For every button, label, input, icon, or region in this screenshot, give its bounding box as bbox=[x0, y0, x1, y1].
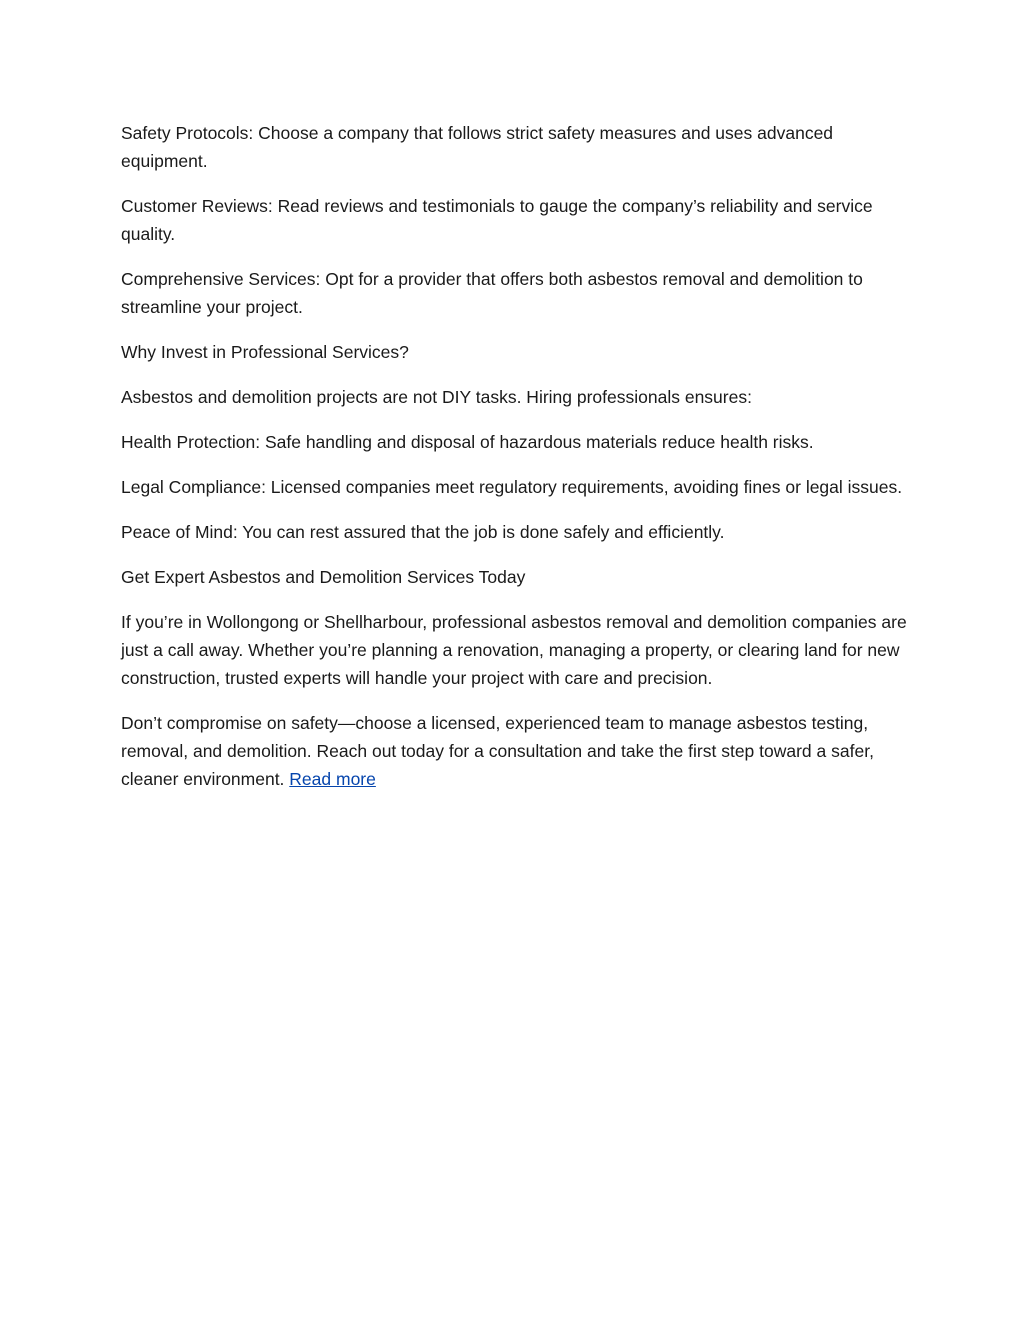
read-more-link[interactable]: Read more bbox=[289, 769, 376, 789]
paragraph-safety-protocols: Safety Protocols: Choose a company that follows strict safety measures and uses advanced equipment. bbox=[121, 123, 834, 171]
paragraph-hiring-professionals: Asbestos and demolition projects are not DIY tasks. Hiring professionals ensures: bbox=[121, 387, 752, 407]
paragraph-legal-compliance: Legal Compliance: Licensed companies meet regulatory requirements, avoiding fines or legal issues. bbox=[121, 477, 903, 497]
paragraph-closing bbox=[121, 709, 921, 793]
section-heading-why-invest: Why Invest in Professional Services? bbox=[121, 342, 409, 362]
paragraph-comprehensive-services: Comprehensive Services: Opt for a provider that offers both asbestos removal and demolition to streamline your project. bbox=[121, 269, 863, 317]
paragraph-wollongong-shellharbour: If you’re in Wollongong or Shellharbour, professional asbestos removal and demolition companies are just a call away. Whether you’re planning a renovation, managing a property, or clearing land for new construction, trusted experts will handle your project with care and precision. bbox=[121, 612, 907, 688]
paragraph-customer-reviews: Customer Reviews: Read reviews and testimonials to gauge the company’s reliability and service quality. bbox=[121, 196, 873, 244]
document-page bbox=[121, 119, 921, 810]
paragraph-health-protection: Health Protection: Safe handling and disposal of hazardous materials reduce health risks. bbox=[121, 432, 814, 452]
closing-text: Don’t compromise on safety—choose a licensed, experienced team to manage asbestos testing, removal, and demolition. Reach out today for a consultation and take the first step toward a safer, cleaner environment. bbox=[121, 713, 874, 789]
section-heading-get-expert: Get Expert Asbestos and Demolition Services Today bbox=[121, 567, 526, 587]
paragraph-peace-of-mind: Peace of Mind: You can rest assured that the job is done safely and efficiently. bbox=[121, 522, 725, 542]
